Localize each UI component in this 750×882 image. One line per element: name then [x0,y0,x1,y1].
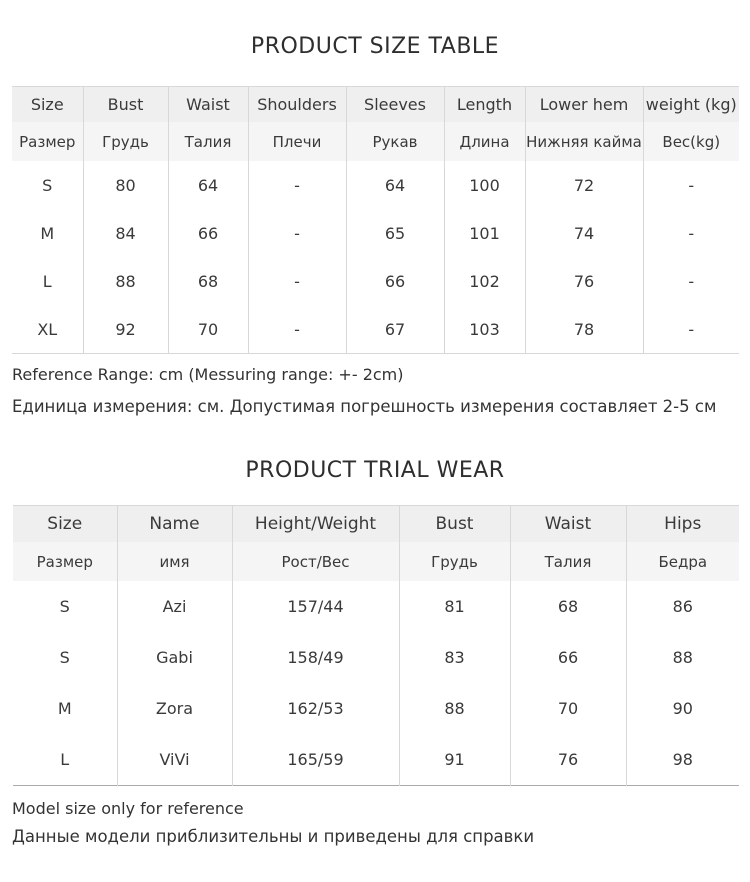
table-cell: 88 [83,257,168,305]
header-cell: Размер [12,122,83,161]
table-row [13,581,739,632]
table-cell: 157/44 [232,581,399,632]
header-cell: Рост/Вес [232,542,399,581]
size-table-note-ru: Единица измерения: см. Допустимая погрешность измерения составляет 2-5 см [12,397,717,416]
size-table-note-en: Reference Range: cm (Messuring range: +- 2cm) [12,365,404,384]
size-table-header-en [12,87,739,123]
table-row [13,683,739,734]
header-cell: Lower hem [525,87,643,123]
table-row [12,257,739,305]
header-cell: Плечи [248,122,346,161]
trial-wear-note-ru: Данные модели приблизительны и приведены для справки [12,827,535,846]
table-cell: - [248,257,346,305]
size-table [12,86,739,354]
header-cell [525,122,643,161]
header-cell: Shoulders [248,87,346,123]
header-cell: Bust [399,506,510,543]
table-cell: 86 [626,581,739,632]
table-cell: 91 [399,734,510,786]
table-row [13,632,739,683]
table-cell: - [643,305,739,354]
table-row [12,209,739,257]
table-cell: S [42,175,53,195]
table-cell: 90 [626,683,739,734]
header-cell: Waist [168,87,248,123]
trial-wear-table [13,505,739,786]
table-cell: 76 [510,734,626,786]
table-cell: 81 [399,581,510,632]
table-cell: 165/59 [232,734,399,786]
table-cell: 84 [83,209,168,257]
size-table-title: PRODUCT SIZE TABLE [250,34,500,59]
table-cell: S [59,648,70,667]
table-cell: ViVi [117,734,232,786]
header-cell: Бедра [626,542,739,581]
table-cell: Azi [117,581,232,632]
header-cell: имя [117,542,232,581]
table-cell: 67 [346,305,444,354]
size-table-header-ru [12,122,739,161]
table-cell: 76 [525,257,643,305]
header-cell: Sleeves [346,87,444,123]
header-cell: Size [12,87,83,123]
table-cell: - [643,257,739,305]
table-cell: - [248,209,346,257]
header-cell: Size [13,506,117,543]
table-cell: 78 [525,305,643,354]
header-cell: Height/Weight [232,506,399,543]
header-cell: Талия [168,122,248,161]
table-cell: 103 [444,305,525,354]
table-cell: 162/53 [232,683,399,734]
header-cell: Вес(kg) [643,122,739,161]
table-cell: 72 [525,161,643,209]
header-cell: Длина [444,122,525,161]
table-cell: 64 [168,161,248,209]
table-cell: S [59,597,70,616]
table-cell: M [40,223,55,243]
table-cell: - [643,209,739,257]
table-cell: Gabi [117,632,232,683]
header-cell: weight (kg) [643,87,739,123]
table-cell: 80 [83,161,168,209]
table-cell: 100 [444,161,525,209]
header-cell: Bust [83,87,168,123]
table-cell: 66 [346,257,444,305]
header-cell: Waist [510,506,626,543]
table-cell: 88 [626,632,739,683]
table-cell: 70 [168,305,248,354]
table-cell: 98 [626,734,739,786]
trial-wear-header-ru [13,542,739,581]
header-cell: Талия [510,542,626,581]
table-cell: 83 [399,632,510,683]
trial-wear-header-en [13,506,739,543]
trial-wear-title: PRODUCT TRIAL WEAR [245,458,505,483]
table-cell: 65 [346,209,444,257]
table-cell: - [248,305,346,354]
table-row [12,161,739,209]
table-cell: Zora [117,683,232,734]
header-cell: Грудь [399,542,510,581]
header-cell: Name [117,506,232,543]
table-cell: 64 [346,161,444,209]
table-cell: 68 [510,581,626,632]
table-row [13,734,739,786]
table-cell: M [57,699,72,718]
trial-wear-note-en: Model size only for reference [12,799,244,818]
table-cell: 88 [399,683,510,734]
table-cell: 70 [510,683,626,734]
table-cell: 68 [168,257,248,305]
table-cell: L [60,750,70,769]
header-cell: Length [444,87,525,123]
table-cell: 66 [510,632,626,683]
table-cell: 92 [83,305,168,354]
table-cell: 102 [444,257,525,305]
header-cell: Рукав [346,122,444,161]
table-cell: 74 [525,209,643,257]
table-cell: - [248,161,346,209]
table-cell: XL [37,319,58,339]
header-cell: Грудь [83,122,168,161]
table-cell: 66 [168,209,248,257]
table-cell: 101 [444,209,525,257]
table-cell: 158/49 [232,632,399,683]
header-cell: Размер [13,542,117,581]
header-cell-text: Нижняя кайма [526,132,642,151]
header-cell: Hips [626,506,739,543]
table-cell: - [643,161,739,209]
table-cell: L [42,271,52,291]
table-row [12,305,739,354]
